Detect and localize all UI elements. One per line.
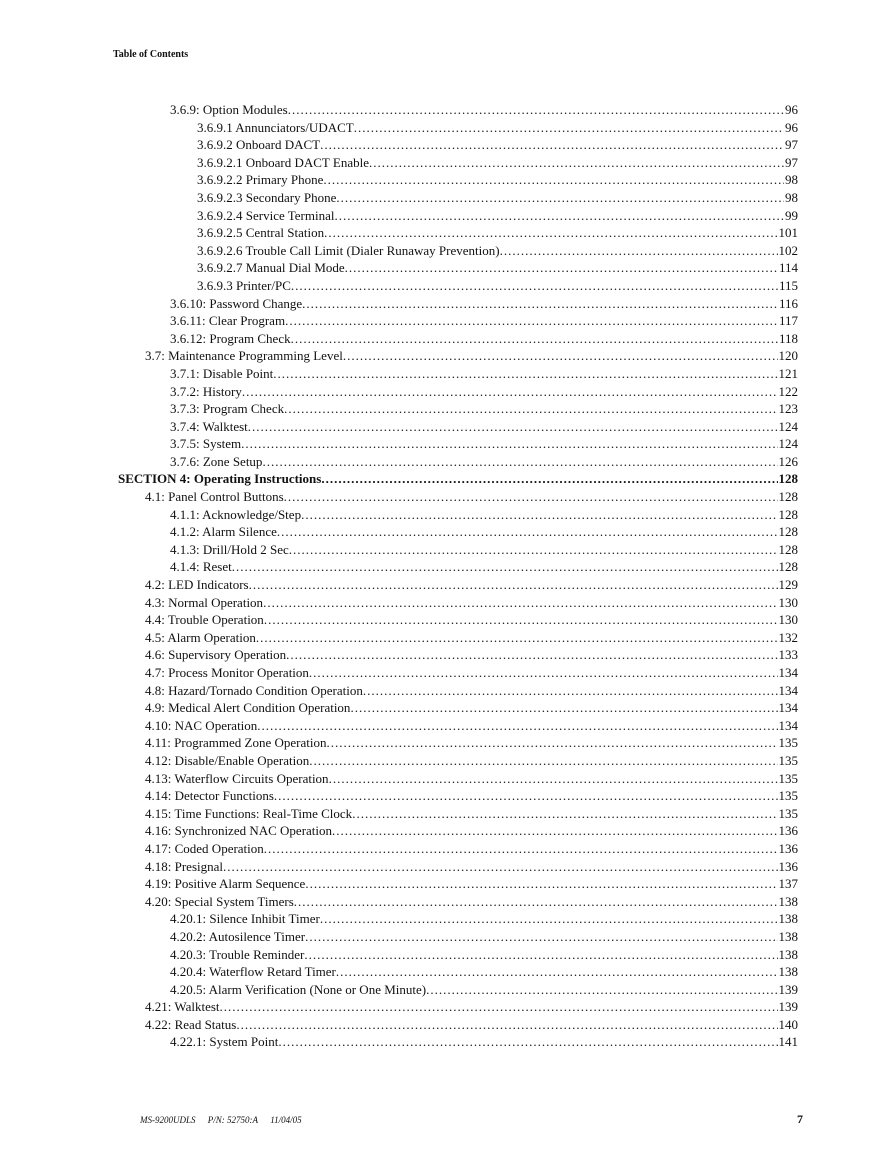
toc-entry[interactable] [118, 312, 798, 330]
footer-part-number: P/N: 52750:A [207, 1115, 258, 1125]
toc-dot-leader [354, 119, 784, 137]
toc-entry-title: 4.6: Supervisory Operation [145, 647, 287, 663]
toc-entry-page: 129 [778, 577, 798, 593]
toc-entry[interactable] [118, 682, 798, 700]
toc-entry[interactable] [118, 734, 798, 752]
toc-entry[interactable] [118, 1016, 798, 1034]
toc-dot-leader [321, 470, 777, 488]
toc-entry-title: 4.1.4: Reset [170, 559, 232, 575]
toc-dot-leader [329, 770, 778, 788]
toc-entry[interactable] [118, 541, 798, 559]
toc-dot-leader [345, 259, 778, 277]
toc-entry-page: 99 [785, 207, 798, 223]
toc-entry-page: 139 [778, 981, 798, 997]
toc-entry-page: 96 [785, 119, 798, 135]
footer-date: 11/04/05 [270, 1115, 302, 1125]
toc-entry-title: 4.3: Normal Operation [145, 594, 264, 610]
toc-entry[interactable] [118, 119, 798, 137]
toc-dot-leader [257, 717, 777, 735]
toc-entry-title: 3.7.5: System [170, 436, 242, 452]
toc-dot-leader [288, 101, 784, 119]
toc-dot-leader [323, 171, 784, 189]
toc-dot-leader [336, 963, 778, 981]
toc-entry[interactable] [118, 946, 798, 964]
toc-entry-title: 3.6.9.2.3 Secondary Phone [197, 189, 337, 205]
toc-entry[interactable] [118, 453, 798, 471]
toc-entry[interactable] [118, 858, 798, 876]
toc-entry-title: 3.6.9.1 Annunciators/UDACT [197, 119, 354, 135]
toc-entry-page: 136 [778, 858, 798, 874]
toc-entry-title: 4.17: Coded Operation [145, 840, 264, 856]
toc-entry-title: 4.2: LED Indicators [145, 577, 249, 593]
toc-entry-page: 128 [778, 471, 798, 487]
toc-entry-page: 135 [778, 770, 798, 786]
toc-entry-page: 120 [778, 348, 798, 364]
toc-entry-page: 128 [778, 541, 798, 557]
toc-dot-leader [334, 207, 784, 225]
toc-entry-title: 4.13: Waterflow Circuits Operation [145, 770, 329, 786]
toc-entry[interactable] [118, 347, 798, 365]
toc-entry-title: 3.6.9: Option Modules [170, 102, 288, 117]
toc-dot-leader [273, 365, 777, 383]
toc-entry[interactable] [118, 523, 798, 541]
toc-entry-title: 3.6.12: Program Check [170, 330, 291, 346]
toc-dot-leader [320, 136, 784, 154]
toc-dot-leader [320, 910, 778, 928]
toc-entry-page: 102 [778, 242, 798, 258]
toc-entry-title: 4.1: Panel Control Buttons [145, 489, 284, 505]
toc-entry-page: 117 [778, 313, 798, 329]
toc-entry-page: 138 [778, 928, 798, 944]
toc-entry-title: 4.1.2: Alarm Silence [170, 524, 277, 540]
toc-dot-leader [352, 805, 777, 823]
toc-entry[interactable] [118, 154, 798, 172]
toc-entry-page: 126 [778, 453, 798, 469]
toc-entry[interactable] [118, 295, 798, 313]
toc-entry-title: 4.4: Trouble Operation [145, 612, 264, 628]
toc-dot-leader [286, 646, 777, 664]
toc-entry[interactable] [118, 840, 798, 858]
toc-entry[interactable] [118, 998, 798, 1016]
table-of-contents [118, 101, 798, 1051]
toc-entry-title: 3.7.4: Walktest [170, 418, 248, 434]
toc-entry[interactable] [118, 910, 798, 928]
toc-entry-page: 128 [778, 559, 798, 575]
toc-entry[interactable] [118, 470, 798, 488]
toc-entry[interactable] [118, 365, 798, 383]
toc-dot-leader [369, 154, 784, 172]
toc-entry-page: 136 [778, 823, 798, 839]
toc-entry[interactable] [118, 893, 798, 911]
toc-entry[interactable] [118, 259, 798, 277]
toc-entry-title: 3.7.1: Disable Point [170, 365, 274, 381]
toc-entry[interactable] [118, 928, 798, 946]
toc-dot-leader [324, 224, 777, 242]
toc-entry[interactable] [118, 418, 798, 436]
toc-dot-leader [309, 664, 778, 682]
toc-dot-leader [305, 928, 777, 946]
toc-entry-title: 4.20: Special System Timers [145, 893, 294, 909]
toc-dot-leader [284, 488, 778, 506]
toc-dot-leader [289, 541, 778, 559]
toc-entry[interactable] [118, 400, 798, 418]
toc-dot-leader [220, 998, 778, 1016]
toc-entry[interactable] [118, 963, 798, 981]
toc-entry[interactable] [118, 207, 798, 225]
toc-entry-title: 3.6.9.3 Printer/PC [197, 277, 291, 293]
toc-entry-title: 3.6.9.2 Onboard DACT [197, 137, 321, 153]
toc-entry-title: 4.18: Presignal [145, 858, 223, 874]
toc-dot-leader [285, 312, 778, 330]
toc-entry-page: 101 [778, 225, 798, 241]
toc-entry-page: 134 [778, 665, 798, 680]
toc-entry-page: 138 [778, 893, 798, 909]
toc-entry-page: 97 [785, 154, 798, 170]
toc-entry[interactable] [118, 277, 798, 295]
toc-entry[interactable] [118, 558, 798, 576]
toc-entry-title: 3.6.11: Clear Program [170, 313, 286, 329]
footer-document-id: MS-9200UDLS [140, 1115, 196, 1125]
toc-entry-title: 4.7: Process Monitor Operation [145, 665, 309, 680]
toc-entry-title: 4.12: Disable/Enable Operation [145, 752, 310, 768]
toc-entry-title: 4.1.3: Drill/Hold 2 Sec [170, 541, 289, 557]
toc-entry-title: 4.15: Time Functions: Real-Time Clock [145, 805, 353, 821]
toc-dot-leader [302, 295, 778, 313]
toc-entry-title: 3.6.9.2.5 Central Station [197, 225, 325, 241]
toc-entry-page: 138 [778, 946, 798, 962]
toc-entry-title: 4.10: NAC Operation [145, 717, 258, 733]
toc-entry-page: 139 [778, 999, 798, 1015]
toc-dot-leader [249, 576, 778, 594]
toc-entry[interactable] [118, 805, 798, 823]
toc-dot-leader [277, 523, 778, 541]
toc-entry-title: 4.20.4: Waterflow Retard Timer [170, 964, 336, 980]
page-header-title: Table of Contents [113, 49, 189, 60]
toc-dot-leader [223, 858, 778, 876]
toc-entry[interactable] [118, 383, 798, 401]
toc-entry-page: 141 [778, 1034, 798, 1050]
toc-dot-leader [304, 946, 777, 964]
toc-entry[interactable] [118, 171, 798, 189]
toc-entry[interactable] [118, 770, 798, 788]
toc-entry-page: 137 [778, 876, 798, 892]
toc-entry-title: SECTION 4: Operating Instructions [118, 471, 322, 487]
toc-entry[interactable] [118, 875, 798, 893]
toc-dot-leader [291, 277, 778, 295]
toc-entry-title: 4.20.3: Trouble Reminder [170, 946, 305, 962]
page-number: 7 [797, 1112, 803, 1126]
toc-dot-leader [264, 611, 778, 629]
toc-entry-page: 96 [785, 102, 798, 117]
toc-entry-title: 3.6.10: Password Change [170, 295, 303, 311]
toc-entry-title: 4.22.1: System Point [170, 1034, 279, 1050]
toc-entry[interactable] [118, 435, 798, 453]
toc-entry-page: 98 [785, 172, 798, 188]
toc-dot-leader [291, 330, 778, 348]
toc-entry-title: 3.6.9.2.4 Service Terminal [197, 207, 335, 223]
toc-entry-page: 135 [778, 752, 798, 768]
toc-dot-leader [350, 699, 777, 717]
toc-entry-page: 133 [778, 647, 798, 663]
toc-entry[interactable] [118, 224, 798, 242]
toc-entry[interactable] [118, 101, 798, 119]
toc-dot-leader [332, 822, 777, 840]
toc-entry-page: 130 [778, 594, 798, 610]
toc-entry-title: 3.7.3: Program Check [170, 401, 285, 417]
toc-entry-title: 4.20.2: Autosilence Timer [170, 928, 306, 944]
toc-entry[interactable] [118, 576, 798, 594]
toc-dot-leader [262, 453, 777, 471]
toc-entry[interactable] [118, 981, 798, 999]
toc-entry-page: 115 [778, 277, 798, 293]
toc-entry-page: 134 [778, 700, 798, 716]
toc-entry-title: 3.7.2: History [170, 383, 242, 399]
toc-entry[interactable] [118, 136, 798, 154]
toc-dot-leader [326, 734, 777, 752]
toc-dot-leader [294, 893, 778, 911]
toc-entry-page: 138 [778, 911, 798, 927]
toc-entry[interactable] [118, 488, 798, 506]
toc-entry[interactable] [118, 717, 798, 735]
toc-dot-leader [274, 787, 778, 805]
toc-entry-page: 134 [778, 717, 798, 733]
toc-dot-leader [278, 1033, 777, 1051]
toc-entry[interactable] [118, 330, 798, 348]
toc-entry-page: 128 [778, 524, 798, 540]
toc-dot-leader [263, 594, 777, 612]
toc-entry[interactable] [118, 752, 798, 770]
toc-entry-title: 4.19: Positive Alarm Sequence [145, 876, 306, 892]
toc-entry-title: 4.20.5: Alarm Verification (None or One Minute) [170, 981, 427, 997]
toc-dot-leader [242, 383, 778, 401]
toc-entry[interactable] [118, 594, 798, 612]
toc-dot-leader [309, 752, 777, 770]
toc-dot-leader [264, 840, 778, 858]
toc-dot-leader [500, 242, 778, 260]
toc-entry-page: 130 [778, 612, 798, 628]
toc-dot-leader [232, 558, 778, 576]
toc-entry-page: 123 [778, 401, 798, 417]
toc-entry-title: 4.22: Read Status [145, 1016, 237, 1032]
toc-entry-page: 138 [778, 964, 798, 980]
toc-entry-title: 3.6.9.2.6 Trouble Call Limit (Dialer Runaway Prevention) [197, 242, 500, 258]
toc-entry-page: 98 [785, 189, 798, 205]
toc-entry-title: 4.8: Hazard/Tornado Condition Operation [145, 682, 363, 698]
toc-entry[interactable] [118, 699, 798, 717]
toc-entry-title: 4.11: Programmed Zone Operation [145, 735, 327, 751]
toc-entry-title: 3.7.6: Zone Setup [170, 453, 263, 469]
toc-dot-leader [248, 418, 778, 436]
toc-entry-title: 4.20.1: Silence Inhibit Timer [170, 911, 320, 927]
toc-dot-leader [336, 189, 784, 207]
toc-dot-leader [284, 400, 777, 418]
toc-entry-page: 124 [778, 418, 798, 434]
toc-entry-title: 4.5: Alarm Operation [145, 629, 256, 645]
toc-entry-title: 3.7: Maintenance Programming Level [145, 348, 343, 364]
toc-entry[interactable] [118, 242, 798, 260]
toc-entry[interactable] [118, 611, 798, 629]
toc-dot-leader [363, 682, 778, 700]
toc-dot-leader [426, 981, 777, 999]
toc-entry-page: 128 [778, 489, 798, 505]
toc-entry-title: 4.21: Walktest [145, 999, 220, 1015]
toc-entry-page: 135 [778, 788, 798, 804]
toc-entry[interactable] [118, 1033, 798, 1051]
toc-entry-page: 118 [778, 330, 798, 346]
page-footer [140, 1115, 312, 1125]
toc-dot-leader [236, 1016, 777, 1034]
toc-entry-page: 135 [778, 735, 798, 751]
toc-entry-page: 121 [778, 365, 798, 381]
toc-entry-page: 114 [778, 260, 798, 276]
toc-entry-page: 136 [778, 840, 798, 856]
toc-entry[interactable] [118, 787, 798, 805]
toc-entry-title: 4.1.1: Acknowledge/Step [170, 506, 302, 522]
toc-dot-leader [343, 347, 778, 365]
toc-entry-page: 135 [778, 805, 798, 821]
toc-entry-title: 4.9: Medical Alert Condition Operation [145, 700, 351, 716]
toc-entry-page: 134 [778, 682, 798, 698]
toc-entry-title: 4.16: Synchronized NAC Operation [145, 823, 333, 839]
toc-entry-title: 4.14: Detector Functions [145, 788, 274, 804]
toc-entry-page: 128 [778, 506, 798, 522]
toc-entry[interactable] [118, 664, 798, 682]
toc-entry-title: 3.6.9.2.1 Onboard DACT Enable [197, 154, 369, 170]
toc-dot-leader [241, 435, 777, 453]
toc-entry-page: 97 [785, 137, 798, 153]
toc-entry-page: 140 [778, 1016, 798, 1032]
toc-entry[interactable] [118, 189, 798, 207]
toc-dot-leader [305, 875, 777, 893]
toc-entry[interactable] [118, 822, 798, 840]
toc-entry-title: 3.6.9.2.2 Primary Phone [197, 172, 324, 188]
toc-entry-title: 3.6.9.2.7 Manual Dial Mode [197, 260, 345, 276]
toc-dot-leader [256, 629, 778, 647]
toc-entry[interactable] [118, 506, 798, 524]
toc-entry-page: 116 [778, 295, 798, 311]
toc-entry[interactable] [118, 646, 798, 664]
toc-entry-page: 132 [778, 629, 798, 645]
toc-entry-page: 124 [778, 436, 798, 452]
toc-entry[interactable] [118, 629, 798, 647]
toc-dot-leader [301, 506, 777, 524]
toc-entry-page: 122 [778, 383, 798, 399]
